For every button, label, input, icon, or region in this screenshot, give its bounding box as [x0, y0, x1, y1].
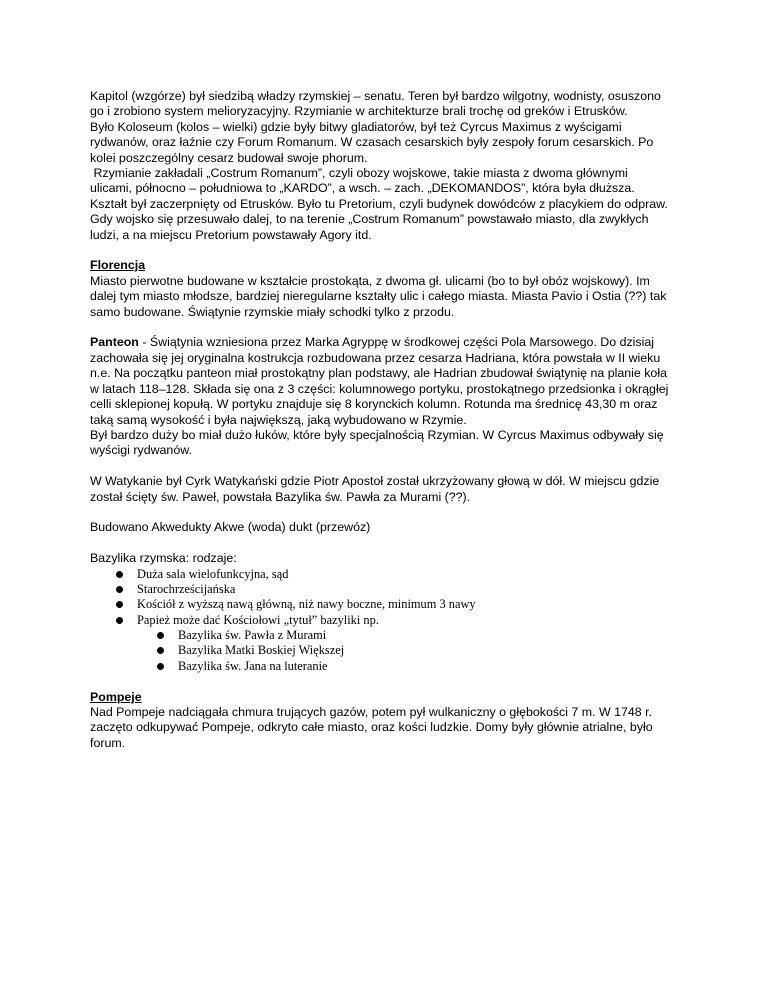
- sub-list-item: [157, 643, 680, 658]
- section-pompeje: [90, 690, 680, 752]
- list-item-label: Bazylika św. Jana na luteranie: [178, 658, 328, 673]
- list-item-label: Bazylika Matki Boskiej Większej: [178, 643, 345, 658]
- text-line: forum.: [90, 735, 126, 750]
- spacer: [90, 459, 680, 474]
- bullet-icon: [157, 663, 164, 670]
- text-line: Był bardzo duży bo miał dużo łuków, które były specjalnością Rzymian. W Cyrcus Maximus odbywały się: [90, 427, 664, 442]
- bullet-icon: [116, 617, 123, 624]
- list-item-label: Bazylika św. Pawła z Murami: [178, 628, 327, 643]
- text-line: zachowała się jej oryginalna kostrukcja rozbudowana przez cesarza Hadriana, która powstała w II wieku: [90, 350, 661, 365]
- text-line: Kształt był zaczerpnięty od Etrusków. Było tu Pretorium, czyli budynek dowódców z placykiem do odpraw.: [90, 196, 668, 211]
- spacer: [90, 536, 680, 551]
- text-line: ludzi, a na miejscu Pretorium powstawały Agory itd.: [90, 227, 372, 242]
- panteon-definition: - Świątynia wzniesiona przez Marka Agryppę w środkowej części Pola Marsowego. Do dzisiaj: [138, 335, 655, 350]
- list-item-label: Starochrześcijańska: [137, 581, 236, 596]
- list-item: [116, 597, 680, 612]
- sub-list-item: [157, 659, 680, 674]
- text-line: samo budowane. Świątynie rzymskie miały schodki tylko z przodu.: [90, 304, 455, 319]
- section-panteon: [90, 335, 680, 458]
- panteon-term: Panteon: [90, 335, 139, 350]
- bullet-icon: [157, 632, 164, 639]
- text-line: go i zrobiono system melioryzacyjny. Rzymianie w architekturze brali trochę od greków i Etrusków.: [90, 104, 628, 119]
- bazylika-list: [90, 567, 680, 675]
- intro-paragraph: [90, 89, 680, 243]
- text-line: dalej tym miasto młodsze, bardziej nieregularne kształty ulic i całego miasta. Miasta Pavio i Ostia (??) tak: [90, 289, 667, 304]
- sub-list-item: [157, 628, 680, 643]
- text-line: [90, 335, 680, 350]
- text-line: Miasto pierwotne budowane w kształcie prostokąta, z dwoma gł. ulicami (bo to był obóz wojskowy). Im: [90, 273, 650, 288]
- list-item-label: Papież może dać Kościołowi „tytuł” bazyliki np.: [137, 612, 379, 627]
- list-item: [116, 582, 680, 597]
- bullet-icon: [116, 601, 123, 608]
- text-line: ulicami, północno – południowa to „KARDO”, a wsch. – zach. „DEKOMANDOS”, która była dłuższa.: [90, 181, 635, 196]
- spacer: [90, 243, 680, 258]
- spacer: [90, 674, 680, 689]
- text-line: Nad Pompeje nadciągała chmura trujących gazów, potem pył wulkaniczny o głębokości 7 m. W 1748 r.: [90, 705, 652, 720]
- list-item-label: Duża sala wielofunkcyjna, sąd: [137, 566, 289, 581]
- section-florencja: [90, 258, 680, 320]
- text-line: Kapitol (wzgórze) był siedzibą władzy rzymskiej – senatu. Teren był bardzo wilgotny, wodnisty, osuszono: [90, 89, 661, 103]
- text-line: Było Koloseum (kolos – wielki) gdzie były bitwy gladiatorów, był też Cyrcus Maximus z wyścigami: [90, 119, 622, 134]
- text-line: został ścięty św. Paweł, powstała Bazylika św. Pawła za Murami (??).: [90, 489, 471, 504]
- text-line: rydwanów, oraz łaźnie czy Forum Romanum. W czasach cesarskich były zespoły forum cesarskich. Po: [90, 135, 654, 150]
- spacer: [90, 320, 680, 335]
- list-title: Bazylika rzymska: rodzaje:: [90, 551, 237, 566]
- bullet-icon: [116, 571, 123, 578]
- akwedukty-line: Budowano Akwedukty Akwe (woda) dukt (przewóz): [90, 520, 371, 535]
- section-bazylika: [90, 551, 680, 674]
- text-line: n.e. Na początku panteon miał prostokątny plan podstawy, ale Hadrian zbudował świątynię na planie koła: [90, 366, 667, 381]
- list-item-label: Kościół z wyższą nawą główną, niż nawy boczne, minimum 3 nawy: [137, 597, 476, 612]
- text-line: Gdy wojsko się przesuwało dalej, to na terenie „Costrum Romanum” powstawało miasto, dla zwykłych: [90, 212, 649, 227]
- bullet-icon: [157, 647, 164, 654]
- text-line: kolei poszczególny cesarz budował swoje phorum.: [90, 150, 368, 165]
- document-body: [90, 89, 680, 751]
- text-line: w latach 118–128. Składa się ona z 3 części: kolumnowego portyku, prostokątnego przedsionka i okrągłej: [90, 381, 669, 396]
- text-line: celli sklepionej kopułą. W portyku znajduje się 8 korynckich kolumn. Rotunda ma średnicę 43,30 m oraz: [90, 397, 658, 412]
- bullet-icon: [116, 586, 123, 593]
- text-line: taką samą wysokość i była największą, jaką wybudowano w Rzymie.: [90, 412, 467, 427]
- text-line: Rzymianie zakładali „Costrum Romanum”, czyli obozy wojskowe, takie miasta z dwoma głównymi: [90, 166, 628, 181]
- spacer: [90, 505, 680, 520]
- section-heading: Florencja: [90, 258, 146, 273]
- text-line: W Watykanie był Cyrk Watykański gdzie Piotr Apostoł został ukrzyżowany głową w dół. W miejscu gdzie: [90, 474, 660, 489]
- section-heading: Pompeje: [90, 689, 142, 704]
- list-item: [116, 613, 680, 628]
- text-line: zaczęto odkupywać Pompeje, odkryto całe miasto, oraz kości ludzkie. Domy były głównie atrialne, było: [90, 720, 653, 735]
- list-item: [116, 567, 680, 582]
- text-line: wyścigi rydwanów.: [90, 443, 192, 458]
- section-watykan: [90, 474, 680, 505]
